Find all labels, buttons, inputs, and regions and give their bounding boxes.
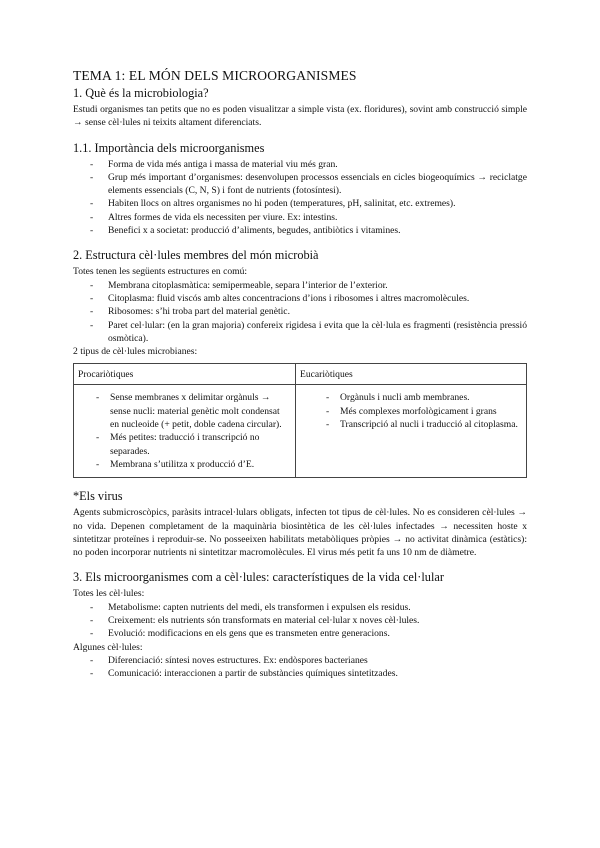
virus-text: Agents submicroscòpics, paràsits intracel·lulars obligats, infecten tot tipus de cèl·lules. No es consideren cèl·lules → no vida. Depenen completament de la maquinària biosintètica de les cèl·lules infectades → necessiten hoste x sintetitzar proteïnes i reproduir-se. No posseeixen habilitats metabòliques pròpies → no activitat dinàmica (estàtics): no poden incorporar nutrients ni sintetitzar macromolècules. El virus més petit fa uns 10 nm de diàmetre.	[73, 507, 527, 559]
cell-types-intro: 2 tipus de cèl·lules microbianes:	[73, 346, 198, 358]
virus-heading: *Els virus	[73, 489, 123, 504]
structures-list	[73, 279, 527, 345]
document-page	[73, 68, 527, 681]
table-header-eukaryotic: Eucariòtiques	[296, 364, 527, 385]
table-header-prokaryotic: Procariòtiques	[74, 364, 296, 385]
some-cells-list	[73, 654, 527, 681]
list-item: - Membrana s’utilitza x producció d’E.	[78, 458, 291, 471]
list-item: - Metabolisme: capten nutrients del medi, els transformen i expulsen els residus.	[73, 601, 527, 614]
list-item: - Membrana citoplasmàtica: semipermeable, separa l’interior de l’exterior.	[73, 279, 527, 292]
list-item: - Forma de vida més antiga i massa de material viu més gran.	[73, 158, 527, 171]
list-item: - Paret cel·lular: (en la gran majoria) confereix rigidesa i evita que la cèl·lula es fragmenti (resistència pressió osmòtica).	[73, 319, 527, 346]
document-title: TEMA 1: EL MÓN DELS MICROORGANISMES	[73, 68, 357, 83]
list-item: - Diferenciació: síntesi noves estructures. Ex: endòspores bacterianes	[73, 654, 527, 667]
list-item: - Transcripció al nucli i traducció al citoplasma.	[300, 418, 522, 431]
list-item: - Comunicació: interaccionen a partir de substàncies químiques sintetitzades.	[73, 667, 527, 680]
list-item: - Ribosomes: s’hi troba part del material genètic.	[73, 305, 527, 318]
all-cells-intro: Totes les cèl·lules:	[73, 588, 145, 600]
section-1-heading: 1. Què és la microbiologia?	[73, 86, 209, 100]
all-cells-list	[73, 601, 527, 641]
section-2-heading: 2. Estructura cèl·lules membres del món microbià	[73, 248, 319, 263]
list-item: - Grup més important d’organismes: desenvolupen processos essencials en cicles biogeoquímics → reciclatge elements essencials (C, N, S) i font de nutrients (fotosíntesi).	[73, 171, 527, 198]
list-item: - Evolució: modificacions en els gens que es transmeten entre generacions.	[73, 627, 527, 640]
cell-types-table	[73, 363, 527, 478]
list-item: - Orgànuls i nucli amb membranes.	[300, 391, 522, 404]
section-1-text: Estudi organismes tan petits que no es poden visualitzar a simple vista (ex. floridures), sovint amb construcció simple → sense cèl·lules ni teixits altament diferenciats.	[73, 104, 527, 129]
list-item: - Altres formes de vida els necessiten per viure. Ex: intestins.	[73, 211, 527, 224]
importance-list	[73, 158, 527, 238]
some-cells-intro: Algunes cèl·lules:	[73, 641, 143, 653]
list-item: - Habiten llocs on altres organismes no hi poden (temperatures, pH, salinitat, etc. extremes).	[73, 197, 527, 210]
prokaryotic-cell	[74, 385, 296, 478]
list-item: - Citoplasma: fluid viscós amb altes concentracions d’ions i ribosomes i altres macromolècules.	[73, 292, 527, 305]
list-item: - Més complexes morfològicament i grans	[300, 405, 522, 418]
section-1-1-heading: 1.1. Importància dels microorganismes	[73, 140, 265, 155]
eukaryotic-cell	[296, 385, 527, 478]
list-item: - Sense membranes x delimitar orgànuls → sense nucli: material genètic molt condensat en nucleoide (+ petit, doble cadena circular).	[78, 391, 291, 431]
section-2-intro: Totes tenen les següents estructures en comú:	[73, 266, 248, 278]
list-item: - Benefici x a societat: producció d’aliments, begudes, antibiòtics i vitamines.	[73, 224, 527, 237]
list-item: - Més petites: traducció i transcripció no separades.	[78, 431, 291, 458]
list-item: - Creixement: els nutrients són transformats en material cel·lular x noves cèl·lules.	[73, 614, 527, 627]
section-3-heading: 3. Els microorganismes com a cèl·lules: característiques de la vida cel·lular	[73, 570, 444, 585]
